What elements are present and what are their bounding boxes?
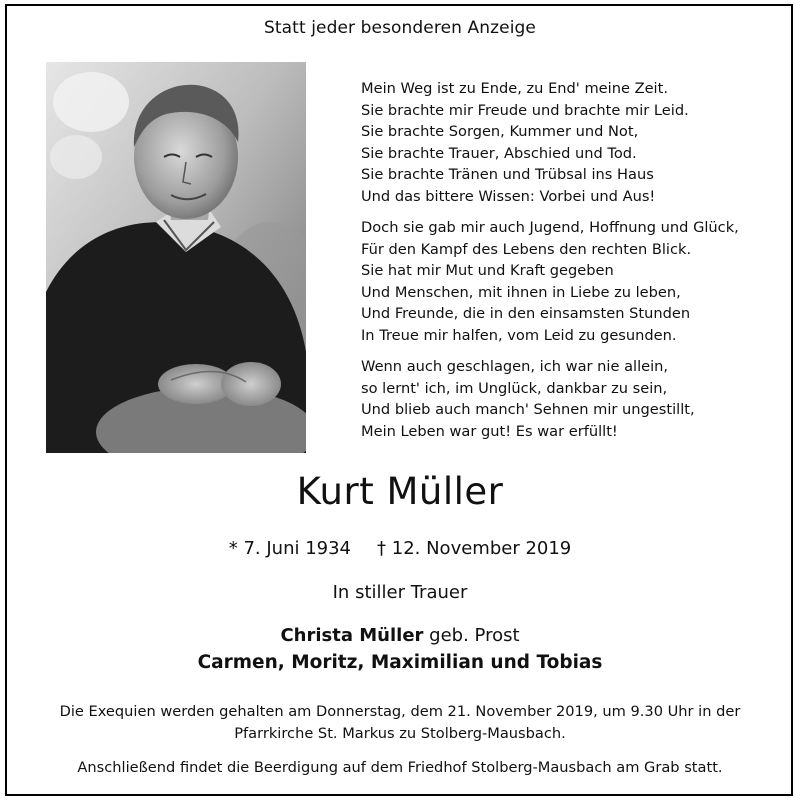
poem-line: Doch sie gab mir auch Jugend, Hoffnung und Glück, <box>361 219 739 236</box>
portrait-photo <box>46 62 306 453</box>
poem-line: Sie hat mir Mut und Kraft gegeben <box>361 262 614 279</box>
poem-line: Und Menschen, mit ihnen in Liebe zu leben, <box>361 283 681 301</box>
poem <box>361 78 781 452</box>
poem-stanza <box>361 356 781 442</box>
poem-line: Wenn auch geschlagen, ich war nie allein, <box>361 358 669 375</box>
spouse-maiden-name: geb. Prost <box>423 625 520 646</box>
service-line: Pfarrkirche St. Markus zu Stolberg-Mausbach. <box>234 725 566 742</box>
poem-line: Sie brachte mir Freude und brachte mir Leid. <box>361 101 689 119</box>
poem-line: so lernt' ich, im Unglück, dankbar zu sein, <box>361 379 668 397</box>
life-dates <box>0 538 800 559</box>
poem-line: Sie brachte Tränen und Trübsal ins Haus <box>361 166 654 183</box>
service-line: Die Exequien werden gehalten am Donnerstag, dem 21. November 2019, um 9.30 Uhr in der <box>59 703 741 720</box>
poem-line: Sie brachte Trauer, Abschied und Tod. <box>361 144 637 162</box>
poem-line: Und blieb auch manch' Sehnen mir ungestillt, <box>361 401 695 418</box>
family-others: Carmen, Moritz, Maximilian und Tobias <box>197 652 603 673</box>
poem-line: Für den Kampf des Lebens den rechten Blick. <box>361 240 692 258</box>
birth-date: * 7. Juni 1934 <box>228 538 352 559</box>
notice-header: Statt jeder besonderen Anzeige <box>264 18 536 38</box>
poem-stanza <box>361 217 781 346</box>
burial-info: Anschließend findet die Beerdigung auf dem Friedhof Stolberg-Mausbach am Grab statt. <box>77 759 723 776</box>
poem-line: Mein Weg ist zu Ende, zu End' meine Zeit. <box>361 80 668 97</box>
portrait-image <box>46 62 306 453</box>
family-spouse <box>0 625 800 646</box>
poem-line: Und Freunde, die in den einsamsten Stunden <box>361 305 691 322</box>
service-info <box>0 701 800 745</box>
poem-line: Sie brachte Sorgen, Kummer und Not, <box>361 123 639 140</box>
poem-line: Mein Leben war gut! Es war erfüllt! <box>361 422 618 440</box>
death-date: † 12. November 2019 <box>377 538 572 559</box>
mourning-line: In stiller Trauer <box>332 582 468 603</box>
deceased-name: Kurt Müller <box>296 470 504 513</box>
poem-line: In Treue mir halfen, vom Leid zu gesunden. <box>361 326 677 344</box>
poem-line: Und das bittere Wissen: Vorbei und Aus! <box>361 187 656 205</box>
spouse-name: Christa Müller <box>280 625 424 646</box>
poem-stanza <box>361 78 781 207</box>
